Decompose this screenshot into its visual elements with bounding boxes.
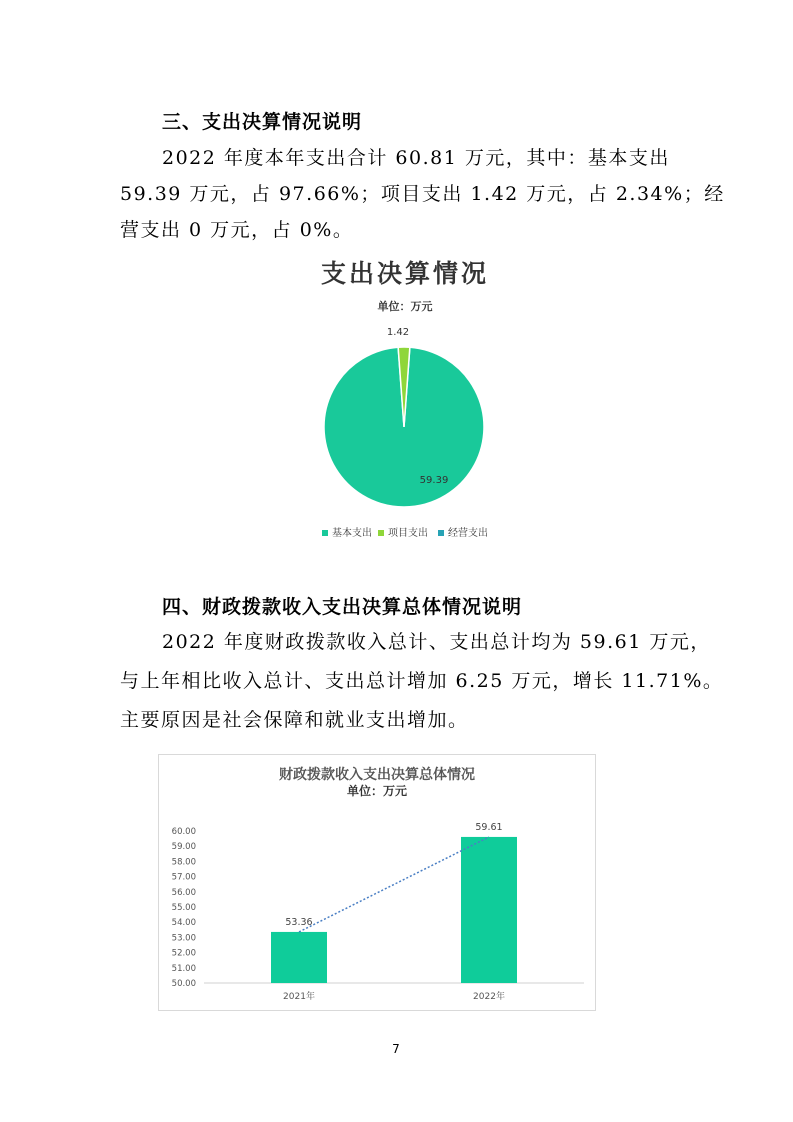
trend-line (299, 837, 489, 932)
y-tick-label-9: 59.00 (171, 842, 196, 853)
pie-legend-swatch-2 (438, 530, 444, 536)
y-tick-label-0: 50.00 (171, 979, 196, 989)
bar-bars (271, 837, 517, 983)
pie-legend-label-2: 经营支出 (448, 528, 488, 539)
pie-data-label-1: 1.42 (386, 327, 410, 338)
y-tick-label-7: 57.00 (171, 872, 196, 883)
bar-1 (461, 837, 517, 983)
pie-legend-label-0: 基本支出 (332, 528, 372, 539)
bar-data-label-0: 53.36 (285, 916, 313, 928)
section-4-line-3: 主要原因是社会保障和就业支出增加。 (120, 709, 469, 731)
bar-0 (271, 932, 327, 983)
pie-chart (250, 252, 560, 552)
bar-chart-title: 财政拨款收入支出决算总体情况 (279, 767, 475, 783)
section-3-line-1: 2022 年度本年支出合计 60.81 万元，其中：基本支出 (162, 147, 670, 169)
section-3-line-3: 营支出 0 万元，占 0%。 (120, 219, 354, 241)
pie-legend (322, 526, 488, 539)
pie-legend-swatch-1 (378, 530, 384, 536)
x-tick-label-1: 2022年 (473, 992, 505, 1002)
bar-chart-svg (159, 755, 595, 1010)
y-tick-label-10: 60.00 (171, 827, 196, 837)
pie-chart-subtitle: 单位：万元 (377, 300, 433, 313)
pie-chart-svg (250, 252, 560, 552)
y-tick-label-2: 52.00 (171, 948, 196, 959)
x-tick-label-0: 2021年 (283, 992, 315, 1002)
pie-legend-swatch-0 (322, 530, 328, 536)
bar-trendline (299, 837, 489, 932)
section-4-line-1: 2022 年度财政拨款收入总计、支出总计均为 59.61 万元， (162, 631, 711, 653)
bar-chart (158, 754, 596, 1011)
section-4-line-2: 与上年相比收入总计、支出总计增加 6.25 万元，增长 11.71%。 (120, 670, 724, 692)
page-number: 7 (392, 1042, 400, 1056)
y-tick-label-5: 55.00 (171, 903, 196, 913)
y-tick-label-6: 56.00 (171, 887, 196, 898)
y-tick-label-1: 51.00 (171, 963, 196, 974)
section-4-heading: 四、财政拨款收入支出决算总体情况说明 (162, 596, 523, 618)
pie-data-label-0: 59.39 (419, 475, 449, 486)
pie-slices (324, 347, 484, 507)
section-3-line-2: 59.39 万元，占 97.66%；项目支出 1.42 万元，占 2.34%；经 (120, 183, 725, 205)
bar-chart-subtitle: 单位：万元 (346, 784, 408, 798)
pie-chart-title: 支出决算情况 (320, 259, 490, 288)
bar-data-label-1: 59.61 (475, 821, 503, 833)
pie-legend-label-1: 项目支出 (388, 528, 428, 539)
y-tick-label-3: 53.00 (171, 933, 196, 944)
bar-axis (172, 827, 584, 1002)
y-tick-label-4: 54.00 (171, 918, 196, 929)
section-3-heading: 三、支出决算情况说明 (162, 111, 363, 133)
y-tick-label-8: 58.00 (171, 857, 196, 868)
